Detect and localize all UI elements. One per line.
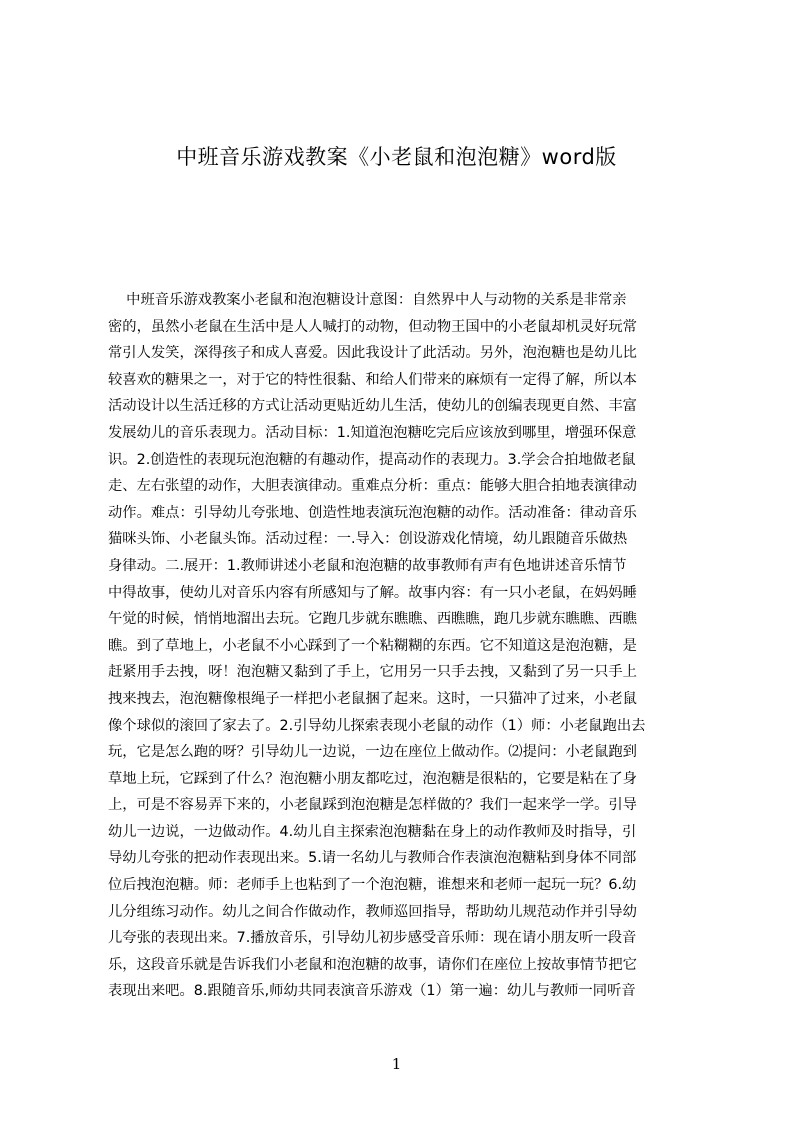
text-line: 儿夸张的表现出来。7.播放音乐，引导幼儿初步感受音乐师：现在请小朋友听一段音	[108, 930, 637, 947]
text-line: 拽来拽去，泡泡糖像根绳子一样把小老鼠捆了起来。这时，一只猫冲了过来，小老鼠	[108, 690, 637, 707]
body-text	[108, 287, 698, 1057]
text-line: 乐，这段音乐就是告诉我们小老鼠和泡泡糖的故事，请你们在座位上按故事情节把它	[108, 956, 637, 973]
text-line: 密的，虽然小老鼠在生活中是人人喊打的动物，但动物王国中的小老鼠却机灵好玩常	[108, 318, 637, 335]
text-line: 活动设计以生活迁移的方式让活动更贴近幼儿生活，使幼儿的创编表现更自然、丰富	[108, 398, 637, 415]
text-line: 幼儿一边说，一边做动作。4.幼儿自主探索泡泡糖黏在身上的动作教师及时指导，引	[108, 823, 637, 840]
text-line: 像个球似的滚回了家去了。2.引导幼儿探索表现小老鼠的动作（1）师：小老鼠跑出去	[108, 717, 646, 734]
text-line: 走、左右张望的动作，大胆表演律动。重难点分析：重点：能够大胆合拍地表演律动	[108, 478, 637, 495]
text-line: 身律动。二.展开：1.教师讲述小老鼠和泡泡糖的故事教师有声有色地讲述音乐情节	[108, 557, 627, 574]
text-line: 猫咪头饰、小老鼠头饰。活动过程：一.导入：创设游戏化情境，幼儿跟随音乐做热	[108, 531, 628, 548]
text-line: 中得故事，使幼儿对音乐内容有所感知与了解。故事内容：有一只小老鼠，在妈妈睡	[108, 584, 637, 601]
text-line: 常引人发笑，深得孩子和成人喜爱。因此我设计了此活动。另外，泡泡糖也是幼儿比	[108, 345, 637, 362]
text-line: 导幼儿夸张的把动作表现出来。5.请一名幼儿与教师合作表演泡泡糖粘到身体不同部	[108, 850, 637, 867]
text-line: 上，可是不容易弄下来的，小老鼠踩到泡泡糖是怎样做的？我们一起来学一学。引导	[108, 797, 637, 814]
page-number: 1	[391, 1055, 402, 1073]
text-line: 玩，它是怎么跑的呀？引导幼儿一边说，一边在座位上做动作。⑵提问：小老鼠跑到	[108, 744, 637, 761]
text-line: 位后拽泡泡糖。师：老师手上也粘到了一个泡泡糖，谁想来和老师一起玩一玩？6.幼	[108, 877, 637, 894]
text-line: 赶紧用手去拽，呀！泡泡糖又黏到了手上，它用另一只手去拽，又黏到了另一只手上	[108, 664, 637, 681]
document-title: 中班音乐游戏教案《小老鼠和泡泡糖》word版	[176, 145, 617, 169]
text-line: 瞧。到了草地上，小老鼠不小心踩到了一个粘糊糊的东西。它不知道这是泡泡糖，是	[108, 637, 637, 654]
text-line: 表现出来吧。8.跟随音乐,师幼共同表演音乐游戏（1）第一遍：幼儿与教师一同听音	[108, 983, 636, 1000]
text-line: 中班音乐游戏教案小老鼠和泡泡糖设计意图：自然界中人与动物的关系是非常亲	[108, 292, 627, 308]
text-line: 儿分组练习动作。幼儿之间合作做动作，教师巡回指导，帮助幼儿规范动作并引导幼	[108, 903, 637, 920]
text-line: 草地上玩，它踩到了什么？泡泡糖小朋友都吃过，泡泡糖是很粘的，它要是粘在了身	[108, 770, 637, 787]
text-line: 识。2.创造性的表现玩泡泡糖的有趣动作，提高动作的表现力。3.学会合拍地做老鼠	[108, 451, 636, 468]
text-line: 发展幼儿的音乐表现力。活动目标：1.知道泡泡糖吃完后应该放到哪里，增强环保意	[108, 424, 637, 441]
text-line: 午觉的时候，悄悄地溜出去玩。它跑几步就东瞧瞧、西瞧瞧，跑几步就东瞧瞧、西瞧	[108, 611, 637, 628]
text-line: 较喜欢的糖果之一，对于它的特性很黏、和给人们带来的麻烦有一定得了解，所以本	[108, 371, 637, 388]
text-line: 动作。难点：引导幼儿夸张地、创造性地表演玩泡泡糖的动作。活动准备：律动音乐	[108, 504, 637, 521]
